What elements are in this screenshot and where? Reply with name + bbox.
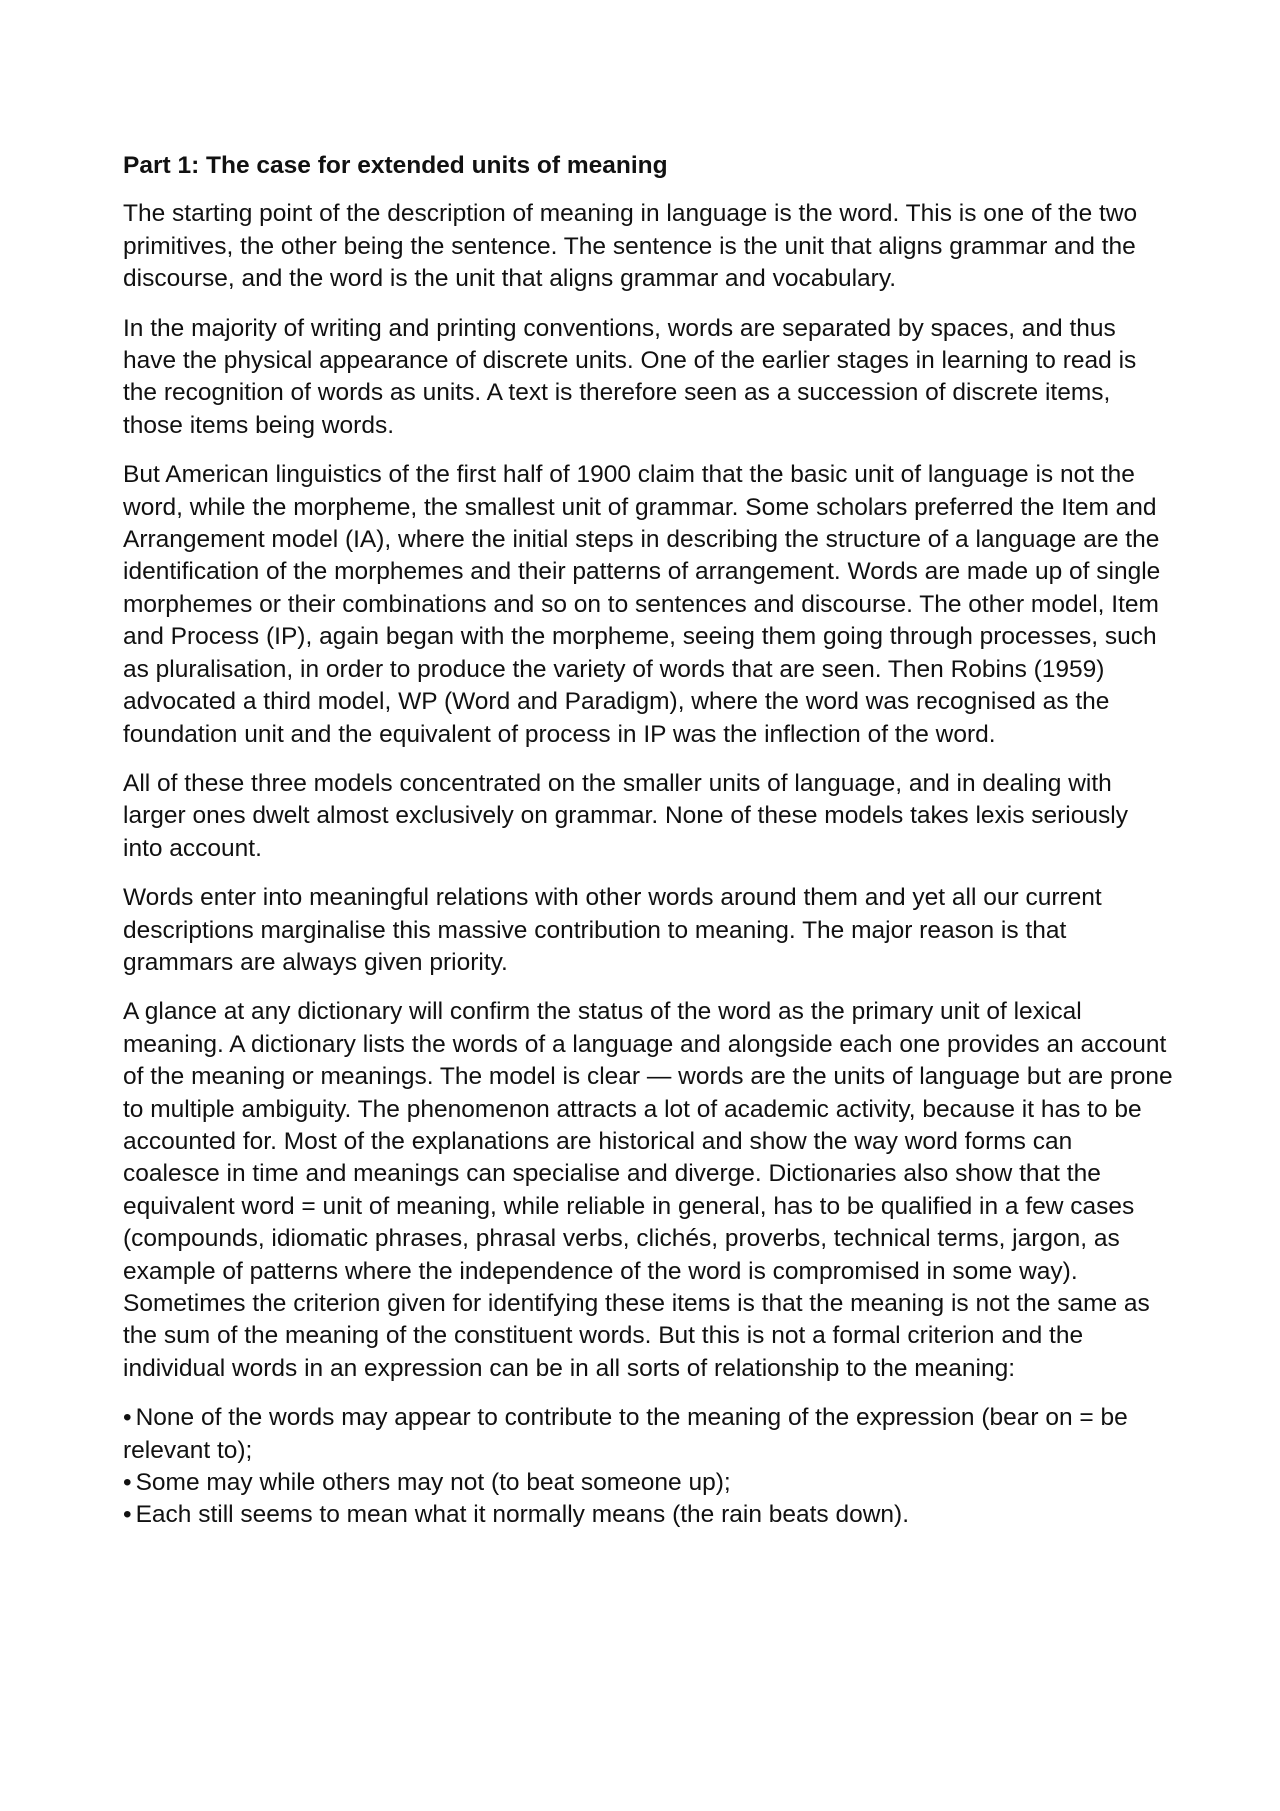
paragraph-5: Words enter into meaningful relations with other words around them and yet all our current descriptions marginalise this massive contribution to meaning. The major reason is that grammars are always given priority. (123, 884, 1102, 976)
list-item-text: Some may while others may not (to beat someone up); (135, 1469, 731, 1497)
paragraph-1: The starting point of the description of meaning in language is the word. This is one of the two primitives, the other being the sentence. The sentence is the unit that aligns grammar and the discourse, and the word is the unit that aligns grammar and vocabulary. (123, 200, 1138, 293)
list-item (123, 1402, 1173, 1467)
bullet-icon: • (123, 1501, 132, 1529)
list-item-text: Each still seems to mean what it normally means (the rain beats down). (135, 1501, 910, 1529)
paragraph-6: A glance at any dictionary will confirm the status of the word as the primary unit of lexical meaning. A dictionary lists the words of a language and alongside each one provides an account of the meaning or meanings. The model is clear — words are the units of language but are prone to multiple ambiguity. The phenomenon attracts a lot of academic activity, because it has to be accounted for. Most of the explanations are historical and show the way word forms can coalesce in time and meanings can specialise and diverge. Dictionaries also show that the equivalent word = unit of meaning, while reliable in general, has to be qualified in a few cases (compounds, idiomatic phrases, phrasal verbs, clichés, proverbs, technical terms, jargon, as example of patterns where the independence of the word is compromised in some way). Sometimes the criterion given for identifying these items is that the meaning is not the same as the sum of the meaning of the constituent words. But this is not a formal criterion and the individual words in an expression can be in all sorts of relationship to the meaning: (123, 998, 1173, 1382)
paragraph-3: But American linguistics of the first half of 1900 claim that the basic unit of language is not the word, while the morpheme, the smallest unit of grammar. Some scholars preferred the Item and Arrangement model (IA), where the initial steps in describing the structure of a language are the identification of the morphemes and their patterns of arrangement. Words are made up of single morphemes or their combinations and so on to sentences and discourse. The other model, Item and Process (IP), again began with the morpheme, seeing them going through processes, such as pluralisation, in order to produce the variety of words that are seen. Then Robins (1959) advocated a third model, WP (Word and Paradigm), where the word was recognised as the foundation unit and the equivalent of process in IP was the inflection of the word. (123, 461, 1161, 748)
paragraph-2: In the majority of writing and printing conventions, words are separated by spaces, and thus have the physical appearance of discrete units. One of the earlier stages in learning to read is the recognition of words as units. A text is therefore seen as a succession of discrete items, those items being words. (123, 314, 1137, 439)
list-item (123, 1467, 1173, 1499)
paragraph-4: All of these three models concentrated on the smaller units of language, and in dealing with larger ones dwelt almost exclusively on grammar. None of these models takes lexis seriously into account. (123, 769, 1128, 862)
document-page (123, 150, 1173, 1532)
list-item-text: None of the words may appear to contribute to the meaning of the expression (bear on = be relevant to); (123, 1404, 1128, 1464)
bullet-list (123, 1402, 1173, 1532)
bullet-icon: • (123, 1469, 132, 1497)
section-heading: Part 1: The case for extended units of meaning (123, 152, 668, 179)
bullet-icon: • (123, 1404, 132, 1432)
list-item (123, 1499, 1173, 1531)
